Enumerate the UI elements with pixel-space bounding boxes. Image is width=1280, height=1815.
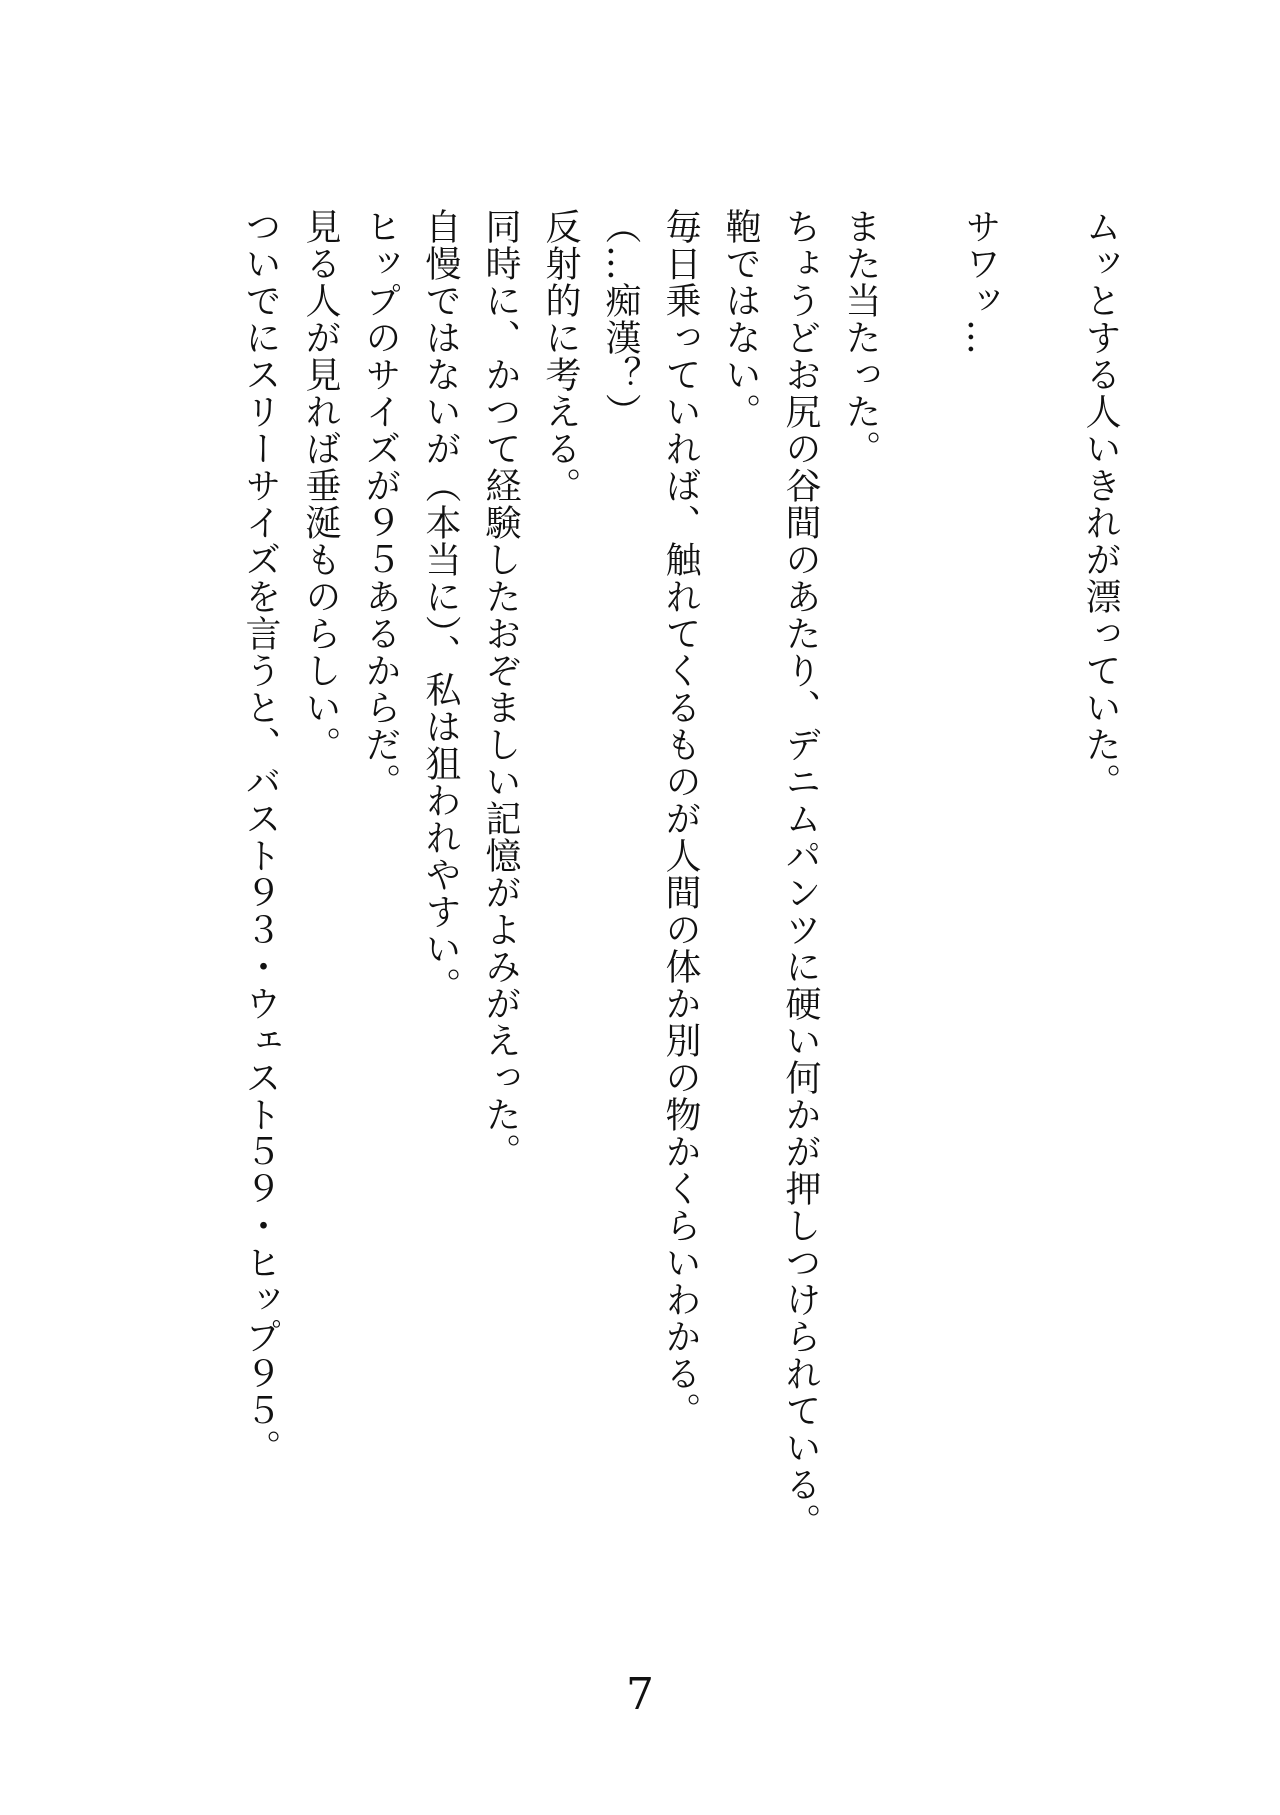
blank-line — [890, 208, 950, 1628]
text-line: 鞄ではない。 — [720, 208, 761, 430]
text-line: （…痴漢？） — [600, 208, 641, 430]
text-line: 同時に、かつて経験したおぞましい記憶がよみがえった。 — [480, 208, 521, 1170]
text-line: また当たった。 — [840, 208, 881, 467]
text-line: ムッとする人いきれが漂っていた。 — [1080, 208, 1121, 800]
text-line: 反射的に考える。 — [540, 208, 581, 504]
blank-line — [1010, 208, 1070, 1628]
text-line: 毎日乗っていれば、触れてくるものが人間の体か別の物かくらいわかる。 — [660, 208, 701, 1429]
vertical-text-body — [120, 208, 1130, 1628]
text-line: 自慢ではないが（本当に）、私は狙われやすい。 — [420, 208, 461, 1004]
text-line: ヒップのサイズが９５あるからだ。 — [360, 208, 401, 800]
text-line: ついでにスリーサイズを言うと、バスト９３・ウェスト５９・ヒップ９５。 — [240, 208, 281, 1466]
text-line: サワッ… — [960, 208, 1001, 356]
page-number: 7 — [626, 1669, 654, 1720]
text-line: 見る人が見れば垂涎ものらしい。 — [300, 208, 341, 763]
text-line: ちょうどお尻の谷間のあたり、デニムパンツに硬い何かが押しつけられている。 — [780, 208, 821, 1540]
